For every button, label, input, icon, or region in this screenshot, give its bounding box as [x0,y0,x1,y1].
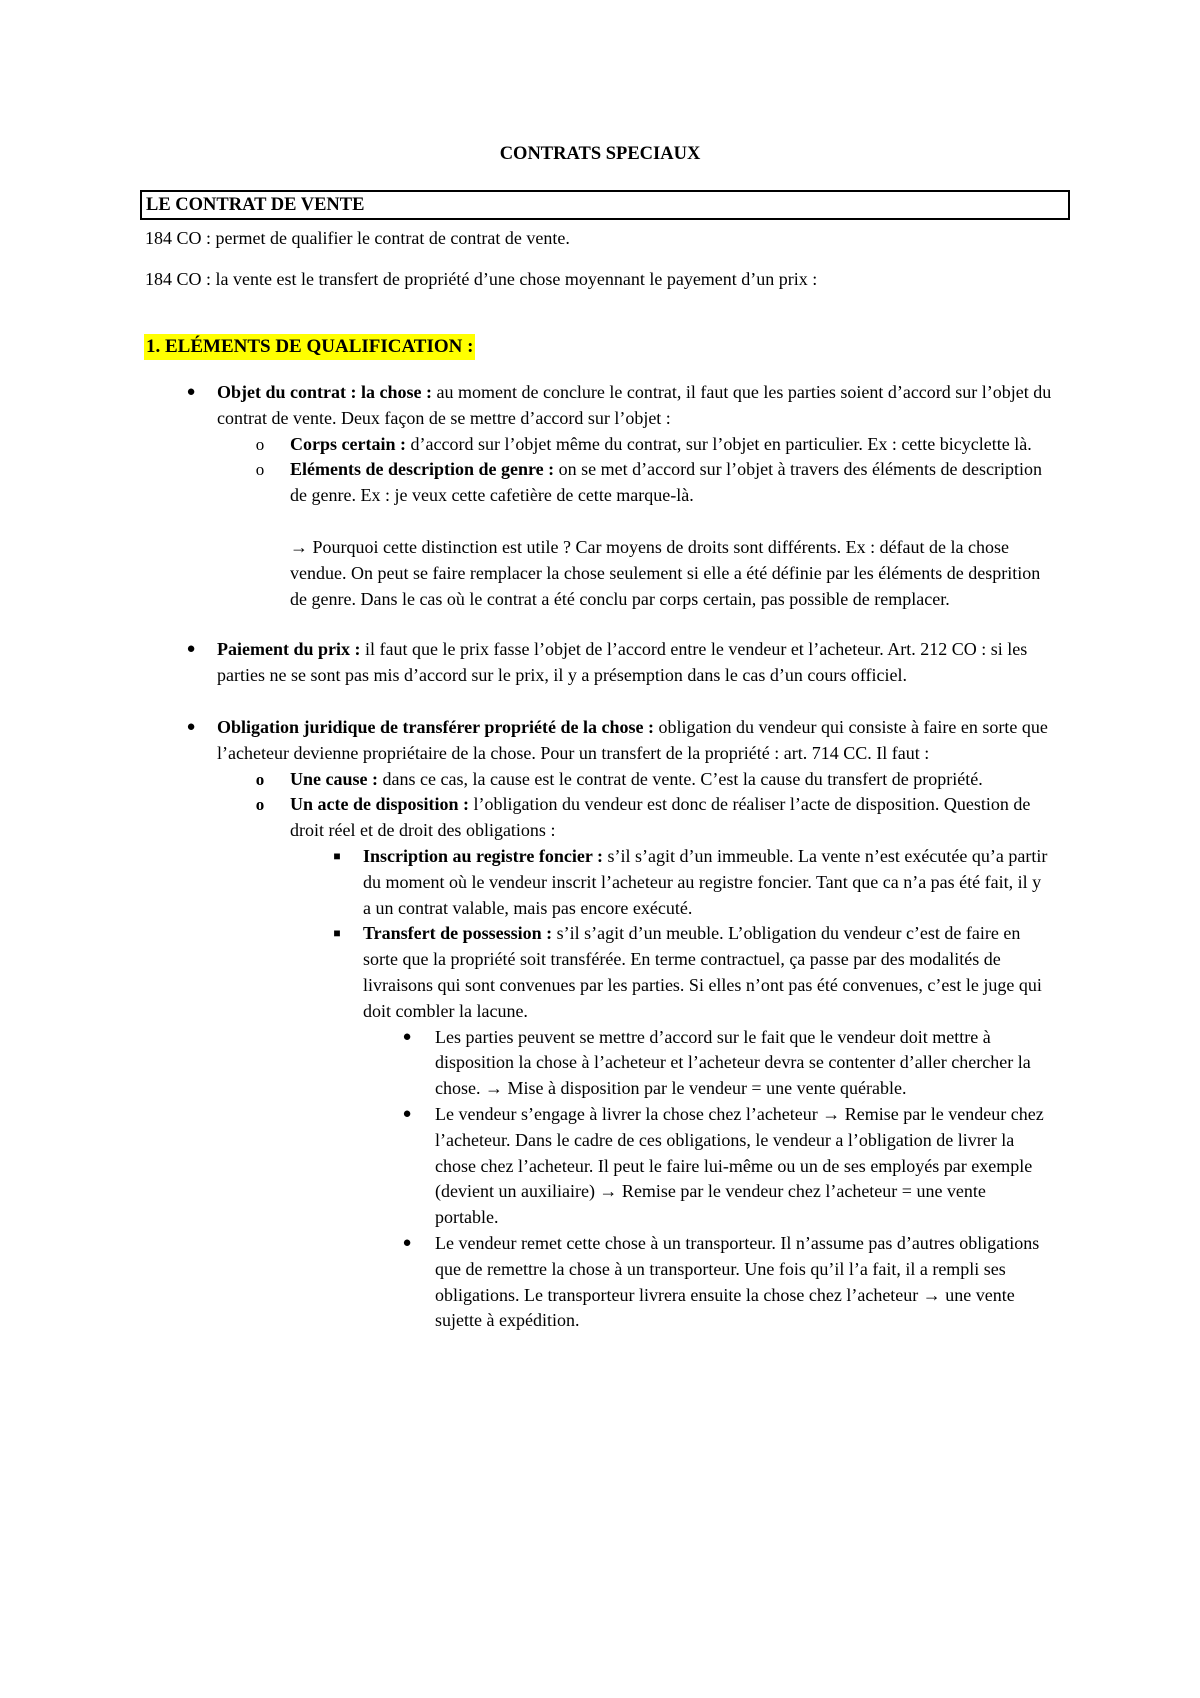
bullet-icon: ● [402,1105,412,1122]
item-label: Obligation juridique de transférer propriété de la chose : [217,716,654,737]
list-item-objet [186,380,1057,432]
sublist-item-description-genre [255,457,1050,509]
circle-bullet-icon: o [255,434,265,454]
item-label: Eléments de description de genre : [290,459,555,480]
item-text: on se met d’accord sur l’objet à travers des éléments de description de genre. Ex : je veux cette cafetière de cette marque-là. [290,459,1042,506]
intro-paragraph-1: 184 CO : permet de qualifier le contrat de contrat de vente. [145,228,570,248]
bullet-icon: ● [402,1234,412,1251]
spacer [0,612,1200,637]
subsub-item-registre-foncier [333,844,1053,921]
item-label: Une cause : [290,768,378,789]
item-text: il faut que le prix fasse l’objet de l’accord entre le vendeur et l’acheteur. Art. 212 CO : si les parties ne se sont pas mis d’accord sur le prix, il y a présemption dans le cas d’un cours officiel. [217,639,1028,686]
bullet-icon: ● [186,384,196,400]
item-text: s’il s’agit d’un meuble. L’obligation du vendeur c’est de faire en sorte que la propriété soit transférée. En terme contractuel, ça passe par des modalités de livraisons qui sont convenues par les parties. Si elles n’ont pas été convenues, c’est le juge qui doit combler la lacune. [363,923,1042,1021]
item-text: s’il s’agit d’un immeuble. La vente n’est exécutée qu’a partir du moment où le vendeur inscrit l’acheteur au registre foncier. Tant que ca n’a pas été fait, il y a un contrat valable, mais pas encore exécuté. [363,845,1048,918]
list-item-prix [186,637,1057,689]
sublist-item-cause [255,767,1050,793]
item-label: Objet du contrat : la chose : [217,382,432,402]
document-title: CONTRATS SPECIAUX [499,144,701,164]
item-label: Transfert de possession : [363,923,553,944]
item-label: Corps certain : [290,433,406,454]
item-label: Inscription au registre foncier : [363,845,603,866]
circle-bullet-icon: o [255,460,265,480]
sublist-item-corps-certain [255,432,1050,458]
deep-item-vente-querable [402,1025,1050,1102]
bullet-icon: ● [402,1028,412,1045]
boxed-chapter-heading: LE CONTRAT DE VENTE [140,190,1070,220]
deep-item-vente-expedition [402,1231,1050,1334]
item-label: Paiement du prix : [217,639,361,660]
distinction-note: → Pourquoi cette distinction est utile ? Car moyens de droits sont différents. Ex : défaut de la chose vendue. On peut se faire remplacer la chose seulement si elle a été définie par les éléments de desprition de genre. Dans le cas où le contrat a été conclu par corps certain, pas possible de remplacer. [290,536,1041,609]
bullet-icon: ● [186,641,196,658]
item-text: dans ce cas, la cause est le contrat de vente. C’est la cause du transfert de propriété. [378,768,983,789]
section-heading-highlighted: 1. ELÉMENTS DE QUALIFICATION : [144,334,475,360]
circle-bullet-icon: o [255,795,265,815]
item-label: Un acte de disposition : [290,794,470,815]
deep-item-vente-portable [402,1102,1050,1231]
sublist-item-acte-disposition [255,792,1050,844]
intro-paragraph-2: 184 CO : la vente est le transfert de propriété d’une chose moyennant le payement d’un prix : [145,269,818,289]
item-text: Le vendeur s’engage à livrer la chose chez l’acheteur → Remise par le vendeur chez l’acheteur. Dans le cadre de ces obligations, le vendeur a l’obligation de livrer la chose chez l’acheteur. Il peut le faire lui-même ou un de ses employés par exemple (devient un auxiliaire) → Remise par le vendeur chez l’acheteur = une vente portable. [435,1103,1044,1228]
circle-bullet-icon: o [255,769,265,789]
spacer [0,689,1200,715]
item-text: obligation du vendeur qui consiste à faire en sorte que l’acheteur devienne propriétaire de la chose. Pour un transfert de la propriété : art. 714 CC. Il faut : [217,716,1048,763]
square-bullet-icon: ■ [333,926,341,941]
item-text: l’obligation du vendeur est donc de réaliser l’acte de disposition. Question de droit réel et de droit des obligations : [290,794,1031,841]
item-text: Les parties peuvent se mettre d’accord sur le fait que le vendeur doit mettre à disposition la chose à l’acheteur et l’acheteur devra se contenter d’aller chercher la chose. → Mise à disposition par le vendeur = une vente quérable. [435,1026,1031,1099]
item-text: d’accord sur l’objet même du contrat, sur l’objet en particulier. Ex : cette bicyclette là. [405,433,1032,454]
bullet-icon: ● [186,718,196,735]
list-item-obligation [186,715,1057,767]
item-text: au moment de conclure le contrat, il faut que les parties soient d’accord sur l’objet du contrat de vente. Deux façon de se mettre d’accord sur l’objet : [217,382,1052,428]
qualification-list [0,380,1200,1334]
item-text: Le vendeur remet cette chose à un transporteur. Il n’assume pas d’autres obligations que de remettre la chose à un transporteur. Une fois qu’il l’a fait, il a rempli ses obligations. Le transporteur livrera ensuite la chose chez l’acheteur → une vente sujette à expédition. [435,1232,1040,1331]
square-bullet-icon: ■ [333,848,341,863]
subsub-item-transfert-possession [333,921,1053,1024]
